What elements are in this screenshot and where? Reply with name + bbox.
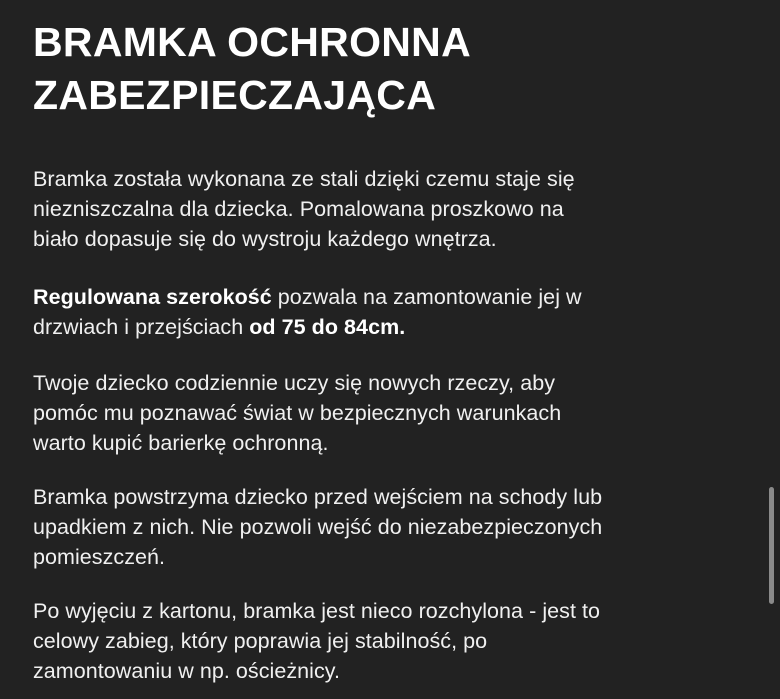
bold-adjustable-width: Regulowana szerokość (33, 285, 272, 309)
title-line-1: BRAMKA OCHRONNA (33, 19, 472, 65)
paragraph-unboxing-note (33, 596, 600, 686)
paragraph-line (33, 312, 582, 342)
product-description (33, 16, 753, 683)
paragraph-line: Twoje dziecko codziennie uczy się nowych rzeczy, aby (33, 371, 556, 395)
paragraph-line: warto kupić barierkę ochronną. (33, 431, 329, 455)
vertical-scrollbar[interactable] (768, 0, 776, 699)
paragraph-line (33, 282, 582, 312)
text-fragment: pozwala na zamontowanie jej w (271, 285, 582, 309)
paragraph-line: zamontowaniu w np. ościeżnicy. (33, 659, 341, 683)
paragraph-line: upadkiem z nich. Nie pozwoli wejść do niezabezpieczonych (33, 515, 603, 539)
paragraph-line: Bramka została wykonana ze stali dzięki czemu staje się (33, 167, 575, 191)
paragraph-line: pomóc mu poznawać świat w bezpiecznych warunkach (33, 401, 562, 425)
bold-width-range: od 75 do 84cm. (249, 315, 406, 339)
paragraph-line: niezniszczalna dla dziecka. Pomalowana proszkowo na (33, 197, 564, 221)
paragraph-line: pomieszczeń. (33, 545, 166, 569)
text-fragment: drzwiach i przejściach (33, 315, 250, 339)
paragraph-line: Po wyjęciu z kartonu, bramka jest nieco rozchylona - jest to (33, 599, 601, 623)
paragraph-line: celowy zabieg, który poprawia jej stabilność, po (33, 629, 488, 653)
paragraph-material (33, 164, 575, 254)
page-title (33, 16, 753, 122)
paragraph-child-learning (33, 368, 561, 458)
paragraph-line: biało dopasuje się do wystroju każdego wnętrza. (33, 227, 497, 251)
title-line-2: ZABEZPIECZAJĄCA (33, 72, 437, 118)
scrollbar-thumb[interactable] (769, 487, 774, 604)
paragraph-stairs-protection (33, 482, 602, 572)
paragraph-adjustable-width (33, 282, 582, 342)
paragraph-line: Bramka powstrzyma dziecko przed wejściem na schody lub (33, 485, 603, 509)
